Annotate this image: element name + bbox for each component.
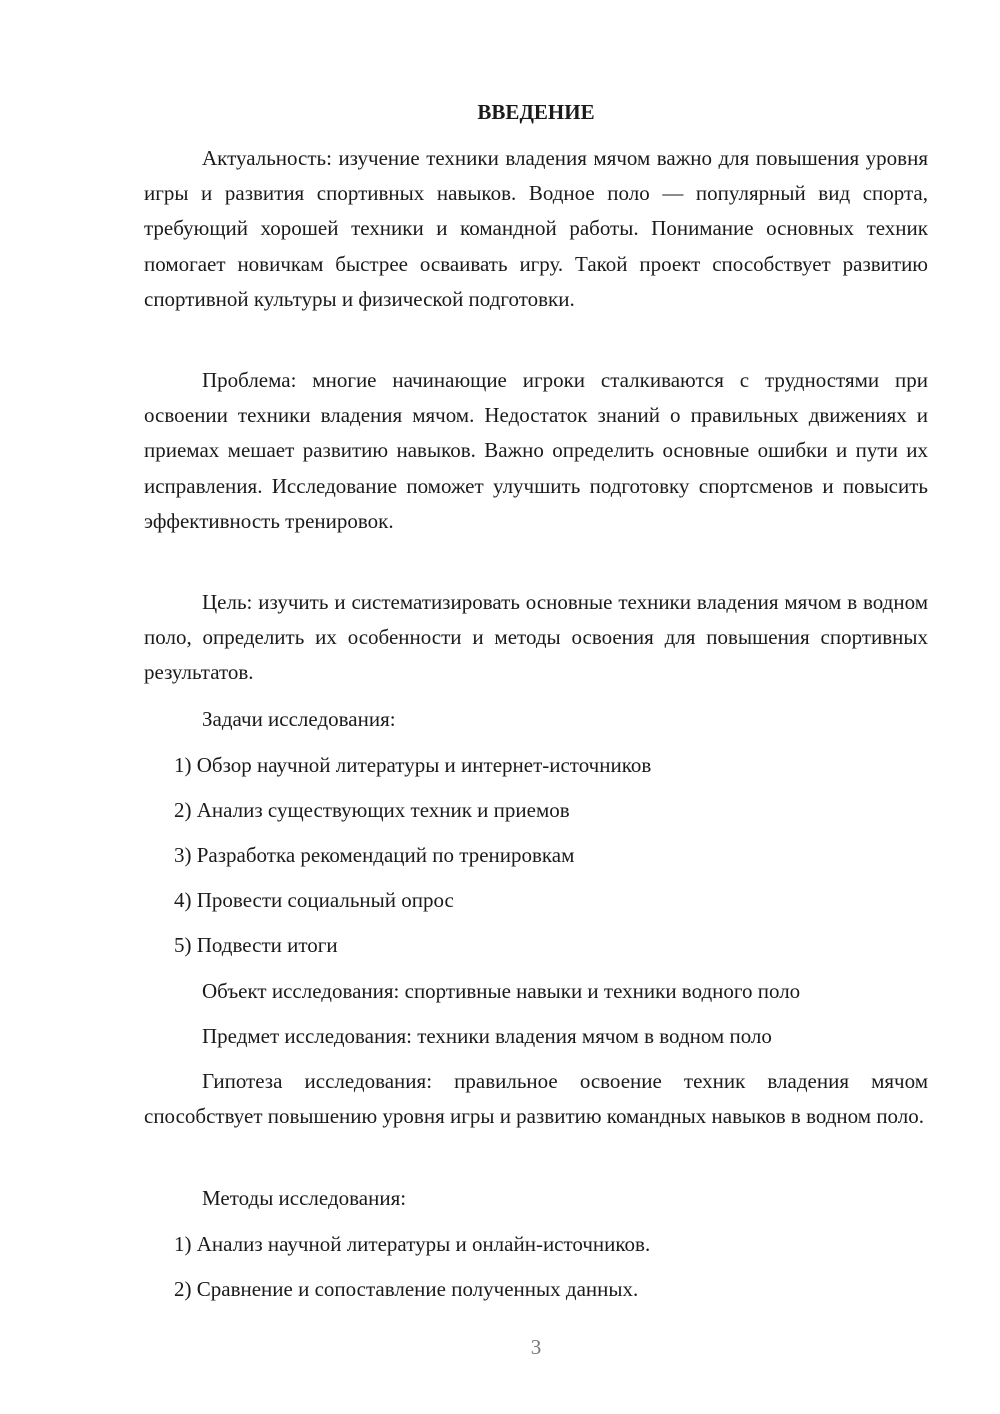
methods-label: Методы исследования: bbox=[202, 1186, 407, 1210]
method-item: 1) Анализ научной литературы и онлайн-источников. bbox=[174, 1232, 651, 1256]
goal-paragraph: Цель: изучить и систематизировать основные техники владения мячом в водном поло, определить их особенности и методы освоения для повышения спортивных результатов. bbox=[144, 590, 928, 685]
tasks-label: Задачи исследования: bbox=[202, 707, 396, 731]
task-item: 5) Подвести итоги bbox=[174, 933, 338, 957]
method-item: 2) Сравнение и сопоставление полученных данных. bbox=[174, 1277, 639, 1301]
task-item: 3) Разработка рекомендаций по тренировкам bbox=[174, 843, 575, 867]
page-title: ВВЕДЕНИЕ bbox=[477, 100, 595, 124]
relevance-paragraph: Актуальность: изучение техники владения мячом важно для повышения уровня игры и развития спортивных навыков. Водное поло — популярный вид спорта, требующий хорошей техники и командной работы. Понимание основных техник помогает новичкам быстрее осваивать игру. Такой проект способствует развитию спортивной культуры и физической подготовки. bbox=[144, 146, 928, 311]
object-line: Объект исследования: спортивные навыки и техники водного поло bbox=[202, 979, 801, 1003]
subject-line: Предмет исследования: техники владения мячом в водном поло bbox=[202, 1024, 772, 1048]
problem-paragraph: Проблема: многие начинающие игроки сталкиваются с трудностями при освоении техники владения мячом. Недостаток знаний о правильных движениях и приемах мешает развитию навыков. Важно определить основные ошибки и пути их исправления. Исследование поможет улучшить подготовку спортсменов и повысить эффективность тренировок. bbox=[144, 368, 928, 533]
task-item: 1) Обзор научной литературы и интернет-источников bbox=[174, 753, 652, 777]
task-item: 4) Провести социальный опрос bbox=[174, 888, 454, 912]
page-number: 3 bbox=[530, 1335, 542, 1359]
hypothesis-paragraph: Гипотеза исследования: правильное освоение техник владения мячом способствует повышению уровня игры и развитию командных навыков в водном поло. bbox=[144, 1069, 928, 1129]
task-item: 2) Анализ существующих техник и приемов bbox=[174, 798, 570, 822]
